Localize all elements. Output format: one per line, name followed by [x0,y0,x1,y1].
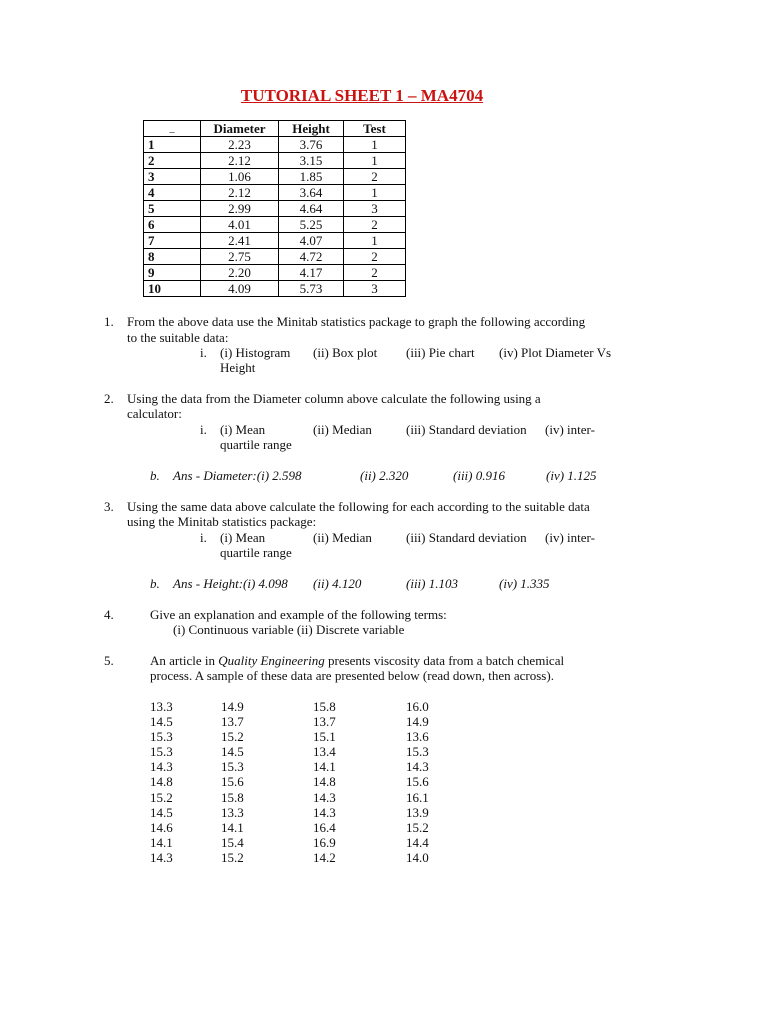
row-index: 4 [144,185,201,201]
viscosity-value: 14.6 [150,819,173,835]
q3-line2: using the Minitab statistics package: [127,514,317,529]
table-row [144,137,406,153]
q3-answer-label: b. [150,576,160,591]
q2-continuation: quartile range [220,437,292,452]
diameter-cell: 2.41 [201,233,279,249]
q2-line2: calculator: [127,406,182,421]
viscosity-value: 15.8 [221,789,244,805]
q1-line1: From the above data use the Minitab statistics package to graph the following according [127,314,586,329]
q3-answer-2: (ii) 4.120 [313,576,362,591]
table-header-height: Height [279,121,344,137]
q1-item-4: (iv) Plot Diameter Vs [499,345,612,360]
test-cell: 2 [344,217,406,233]
viscosity-value: 14.1 [313,759,336,775]
viscosity-value: 13.3 [221,804,244,820]
test-cell: 2 [344,265,406,281]
q1-line2: to the suitable data: [127,330,229,345]
viscosity-column-1 [150,699,173,865]
table-row [144,233,406,249]
q5-journal: Quality Engineering [218,653,325,668]
table-header-index: _ [144,121,201,137]
q5-number: 5. [104,653,114,668]
table-row [144,201,406,217]
q3-answer-4: (iv) 1.335 [499,576,550,591]
viscosity-value: 13.4 [313,744,336,760]
test-cell: 1 [344,137,406,153]
viscosity-value: 14.5 [150,714,173,730]
q2-answer-2: (ii) 2.320 [360,468,409,483]
q2-sub-label: i. [200,422,207,437]
q1-item-3: (iii) Pie chart [406,345,475,360]
table-header-test: Test [344,121,406,137]
viscosity-value: 16.4 [313,819,336,835]
q3-item-4: (iv) inter- [545,530,595,545]
viscosity-value: 15.3 [221,759,244,775]
q1-sub-label: i. [200,345,207,360]
q2-answer-4: (iv) 1.125 [546,468,597,483]
table-row [144,217,406,233]
viscosity-value: 14.3 [406,759,429,775]
viscosity-value: 13.6 [406,729,429,745]
q3-item-2: (ii) Median [313,530,372,545]
q3-number: 3. [104,499,114,514]
row-index: 3 [144,169,201,185]
q3-sub-label: i. [200,530,207,545]
height-cell: 4.07 [279,233,344,249]
row-index: 5 [144,201,201,217]
table-header-row [144,121,406,137]
viscosity-value: 14.5 [150,804,173,820]
q4-line2: (i) Continuous variable (ii) Discrete variable [173,622,405,637]
viscosity-value: 13.7 [221,714,244,730]
viscosity-value: 15.3 [150,729,173,745]
row-index: 9 [144,265,201,281]
height-cell: 4.64 [279,201,344,217]
viscosity-value: 14.3 [150,849,173,865]
viscosity-value: 15.2 [150,789,173,805]
test-cell: 3 [344,201,406,217]
viscosity-value: 14.1 [221,819,244,835]
test-cell: 2 [344,249,406,265]
viscosity-value: 14.8 [150,774,173,790]
q3-answer-3: (iii) 1.103 [406,576,458,591]
diameter-cell: 4.09 [201,281,279,297]
height-cell: 5.25 [279,217,344,233]
q2-item-2: (ii) Median [313,422,372,437]
viscosity-value: 15.1 [313,729,336,745]
row-index: 7 [144,233,201,249]
diameter-cell: 2.20 [201,265,279,281]
viscosity-value: 14.3 [150,759,173,775]
row-index: 2 [144,153,201,169]
q3-item-1: (i) Mean [220,530,266,545]
test-cell: 1 [344,185,406,201]
row-index: 1 [144,137,201,153]
q2-answer-1: Ans - Diameter:(i) 2.598 [173,468,302,483]
viscosity-value: 15.2 [406,819,429,835]
height-cell: 1.85 [279,169,344,185]
q2-number: 2. [104,391,114,406]
q2-item-1: (i) Mean [220,422,266,437]
q1-item-2: (ii) Box plot [313,345,378,360]
height-cell: 3.64 [279,185,344,201]
viscosity-column-4 [406,699,429,865]
diameter-cell: 2.75 [201,249,279,265]
height-cell: 5.73 [279,281,344,297]
row-index: 8 [144,249,201,265]
q1-item-1: (i) Histogram [220,345,291,360]
diameter-cell: 2.12 [201,185,279,201]
viscosity-value: 14.9 [221,699,244,714]
height-cell: 3.76 [279,137,344,153]
page-title: TUTORIAL SHEET 1 – MA4704 [240,86,484,105]
viscosity-value: 13.9 [406,804,429,820]
q2-line1: Using the data from the Diameter column above calculate the following using a [127,391,541,406]
viscosity-value: 14.0 [406,849,429,865]
viscosity-value: 15.2 [221,729,244,745]
q5-line1-pre: An article in [150,653,219,668]
diameter-cell: 2.12 [201,153,279,169]
diameter-cell: 1.06 [201,169,279,185]
table-row [144,153,406,169]
q4-line1: Give an explanation and example of the following terms: [150,607,447,622]
viscosity-value: 15.6 [406,774,429,790]
viscosity-value: 15.6 [221,774,244,790]
data-table [143,120,406,297]
q3-line1: Using the same data above calculate the following for each according to the suitable data [127,499,590,514]
diameter-cell: 4.01 [201,217,279,233]
viscosity-value: 15.3 [406,744,429,760]
q5-line1 [150,653,564,669]
viscosity-value: 14.2 [313,849,336,865]
height-cell: 4.72 [279,249,344,265]
q1-number: 1. [104,314,114,329]
table-row [144,265,406,281]
table-row [144,249,406,265]
diameter-cell: 2.23 [201,137,279,153]
height-cell: 4.17 [279,265,344,281]
diameter-cell: 2.99 [201,201,279,217]
viscosity-value: 16.0 [406,699,429,714]
viscosity-value: 14.8 [313,774,336,790]
q3-item-3: (iii) Standard deviation [406,530,527,545]
test-cell: 1 [344,233,406,249]
height-cell: 3.15 [279,153,344,169]
viscosity-column-2 [221,699,244,865]
table-header-diameter: Diameter [201,121,279,137]
viscosity-value: 16.1 [406,789,429,805]
viscosity-value: 14.9 [406,714,429,730]
table-row [144,281,406,297]
viscosity-value: 15.4 [221,834,244,850]
test-cell: 1 [344,153,406,169]
viscosity-column-3 [313,699,336,865]
table-row [144,185,406,201]
viscosity-value: 15.2 [221,849,244,865]
viscosity-value: 14.4 [406,834,429,850]
viscosity-value: 14.5 [221,744,244,760]
viscosity-value: 13.7 [313,714,336,730]
table-row [144,169,406,185]
q5-line2: process. A sample of these data are presented below (read down, then across). [150,668,554,683]
viscosity-value: 14.1 [150,834,173,850]
q2-answer-label: b. [150,468,160,483]
viscosity-value: 14.3 [313,804,336,820]
viscosity-value: 13.3 [150,699,173,714]
q2-item-3: (iii) Standard deviation [406,422,527,437]
q3-answer-1: Ans - Height:(i) 4.098 [173,576,288,591]
q2-answer-3: (iii) 0.916 [453,468,505,483]
q2-item-4: (iv) inter- [545,422,595,437]
row-index: 6 [144,217,201,233]
test-cell: 2 [344,169,406,185]
q4-number: 4. [104,607,114,622]
viscosity-value: 15.3 [150,744,173,760]
viscosity-value: 16.9 [313,834,336,850]
viscosity-value: 15.8 [313,699,336,714]
row-index: 10 [144,281,201,297]
q5-line1-post: presents viscosity data from a batch chemical [324,653,565,668]
q3-continuation: quartile range [220,545,292,560]
q1-continuation: Height [220,360,256,375]
test-cell: 3 [344,281,406,297]
viscosity-value: 14.3 [313,789,336,805]
